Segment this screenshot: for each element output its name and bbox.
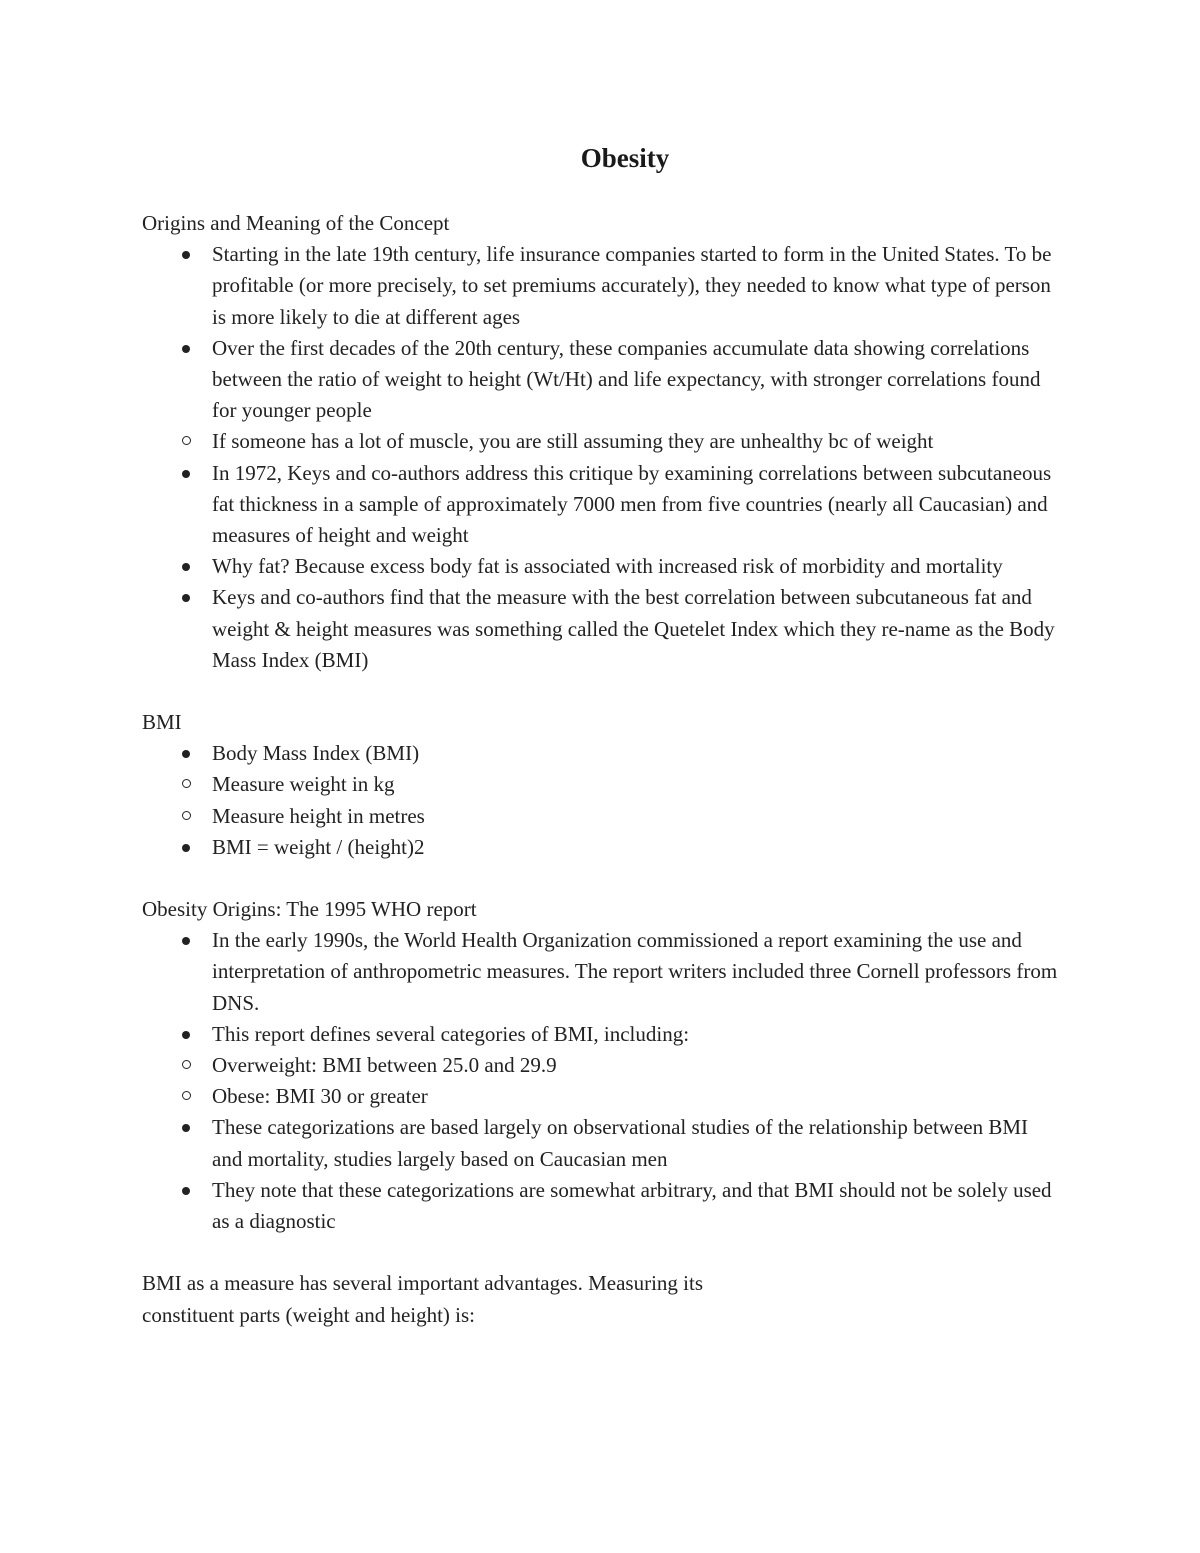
list-item: In 1972, Keys and co-authors address this critique by examining correlations between subcutaneous fat thickness in a sample of approximately 7000 men from five countries (nearly all Caucasian) and measures of height and weight	[142, 458, 1062, 552]
list-item	[142, 333, 1062, 458]
sub-list-item: Measure height in metres	[142, 801, 1062, 832]
spacer	[142, 676, 1062, 707]
sub-list-item: Overweight: BMI between 25.0 and 29.9	[142, 1050, 1062, 1081]
sub-list-item: Obese: BMI 30 or greater	[142, 1081, 1062, 1112]
section-heading-who-report: Obesity Origins: The 1995 WHO report	[142, 897, 477, 922]
bmi-list	[142, 738, 1062, 863]
section-heading-bmi: BMI	[142, 710, 182, 735]
document-page	[142, 140, 1062, 1331]
spacer	[142, 1237, 1062, 1268]
sub-list-item: Measure weight in kg	[142, 769, 1062, 800]
list-item: These categorizations are based largely on observational studies of the relationship between BMI and mortality, studies largely based on Caucasian men	[142, 1112, 1062, 1174]
list-item: In the early 1990s, the World Health Organization commissioned a report examining the use and interpretation of anthropometric measures. The report writers included three Cornell professors from DNS.	[142, 925, 1062, 1019]
list-item: Why fat? Because excess body fat is associated with increased risk of morbidity and mortality	[142, 551, 1062, 582]
closing-paragraph: BMI as a measure has several important advantages. Measuring its constituent parts (weight and height) is:	[142, 1271, 704, 1327]
list-item: They note that these categorizations are somewhat arbitrary, and that BMI should not be solely used as a diagnostic	[142, 1175, 1062, 1237]
origins-list	[142, 239, 1062, 676]
spacer	[142, 863, 1062, 894]
list-item: Keys and co-authors find that the measure with the best correlation between subcutaneous fat and weight & height measures was something called the Quetelet Index which they re-name as the Body Mass Index (BMI)	[142, 582, 1062, 676]
section-heading-origins: Origins and Meaning of the Concept	[142, 211, 450, 235]
sub-list-item: If someone has a lot of muscle, you are still assuming they are unhealthy bc of weight	[142, 426, 1062, 457]
sub-list	[142, 1050, 1062, 1112]
list-item-text: This report defines several categories of BMI, including:	[212, 1021, 690, 1046]
who-report-list	[142, 925, 1062, 1237]
list-item: Starting in the late 19th century, life insurance companies started to form in the United States. To be profitable (or more precisely, to set premiums accurately), they needed to know what type of person is more likely to die at different ages	[142, 239, 1062, 333]
list-item	[142, 738, 1062, 832]
list-item	[142, 1019, 1062, 1113]
sub-list	[142, 769, 1062, 831]
list-item: BMI = weight / (height)2	[142, 832, 1062, 863]
sub-list	[142, 426, 1062, 457]
list-item-text: Body Mass Index (BMI)	[212, 741, 420, 766]
document-title: Obesity	[580, 143, 670, 173]
list-item-text: Over the first decades of the 20th century, these companies accumulate data showing correlations between the ratio of weight to height (Wt/Ht) and life expectancy, with stronger correlations found for younger people	[212, 335, 1041, 423]
